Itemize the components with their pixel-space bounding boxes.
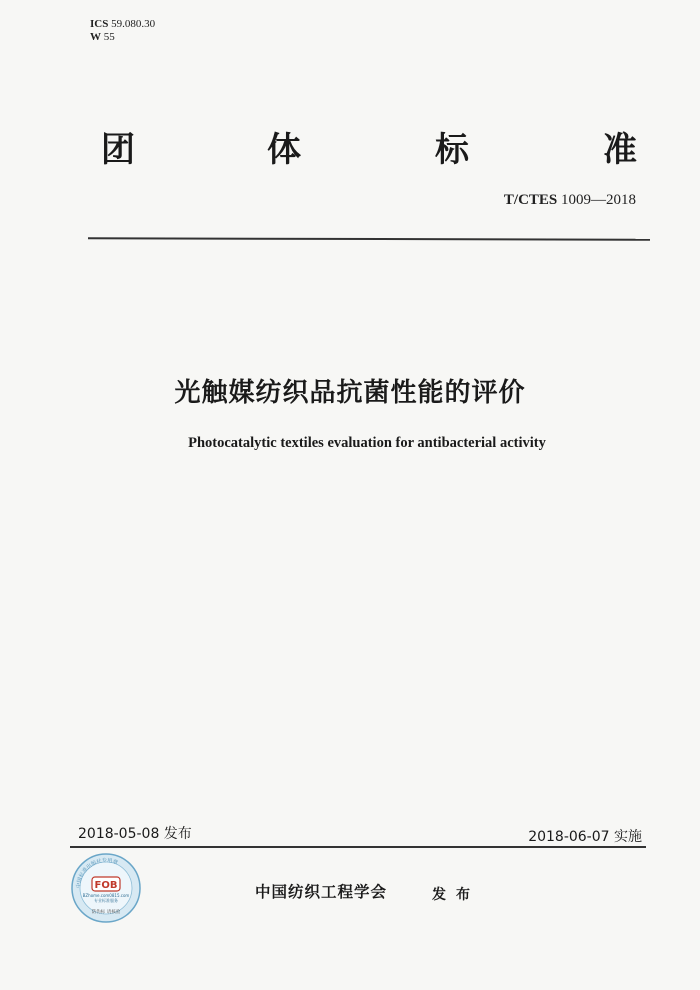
ccs-code: 55 xyxy=(103,31,115,43)
ccs-line xyxy=(90,31,155,44)
heading-char-2: 体 xyxy=(267,130,301,170)
heading-char-3: 标 xyxy=(435,130,469,170)
ics-label: ICS xyxy=(90,18,109,30)
classification-codes xyxy=(90,18,155,44)
anti-counterfeit-stamp xyxy=(70,852,142,924)
stamp-footer: 防伪标 请核验 xyxy=(91,910,121,915)
publisher-name: 中国纺织工程学会 xyxy=(255,883,388,901)
heading-char-1: 团 xyxy=(101,130,135,170)
ics-line xyxy=(90,18,155,31)
standard-prefix: T/CTES xyxy=(503,192,558,208)
bottom-divider xyxy=(70,846,646,848)
heading-char-4: 准 xyxy=(603,130,637,170)
publish-label: 发布 xyxy=(432,887,480,903)
ccs-label: W xyxy=(90,31,101,43)
group-standard-heading xyxy=(95,122,645,170)
stamp-line-2: 专业标准服务 xyxy=(94,898,118,903)
implementation-date: 2018-06-07 实施 xyxy=(528,829,642,845)
top-divider xyxy=(88,237,650,240)
title-english: Photocatalytic textiles evaluation for antibacterial activity xyxy=(188,435,546,451)
standard-number xyxy=(504,192,636,209)
title-chinese: 光触媒纺织品抗菌性能的评价 xyxy=(174,378,526,408)
stamp-line-1: BZhome.com0815.com xyxy=(82,893,130,898)
stamp-ring-text: 中国标准出版社专用章 xyxy=(75,857,119,889)
issue-date: 2018-05-08 发布 xyxy=(78,826,192,842)
stamp-logo-text: FOB xyxy=(94,880,118,891)
standard-code: 1009—2018 xyxy=(561,192,636,208)
ics-code: 59.080.30 xyxy=(111,18,156,30)
